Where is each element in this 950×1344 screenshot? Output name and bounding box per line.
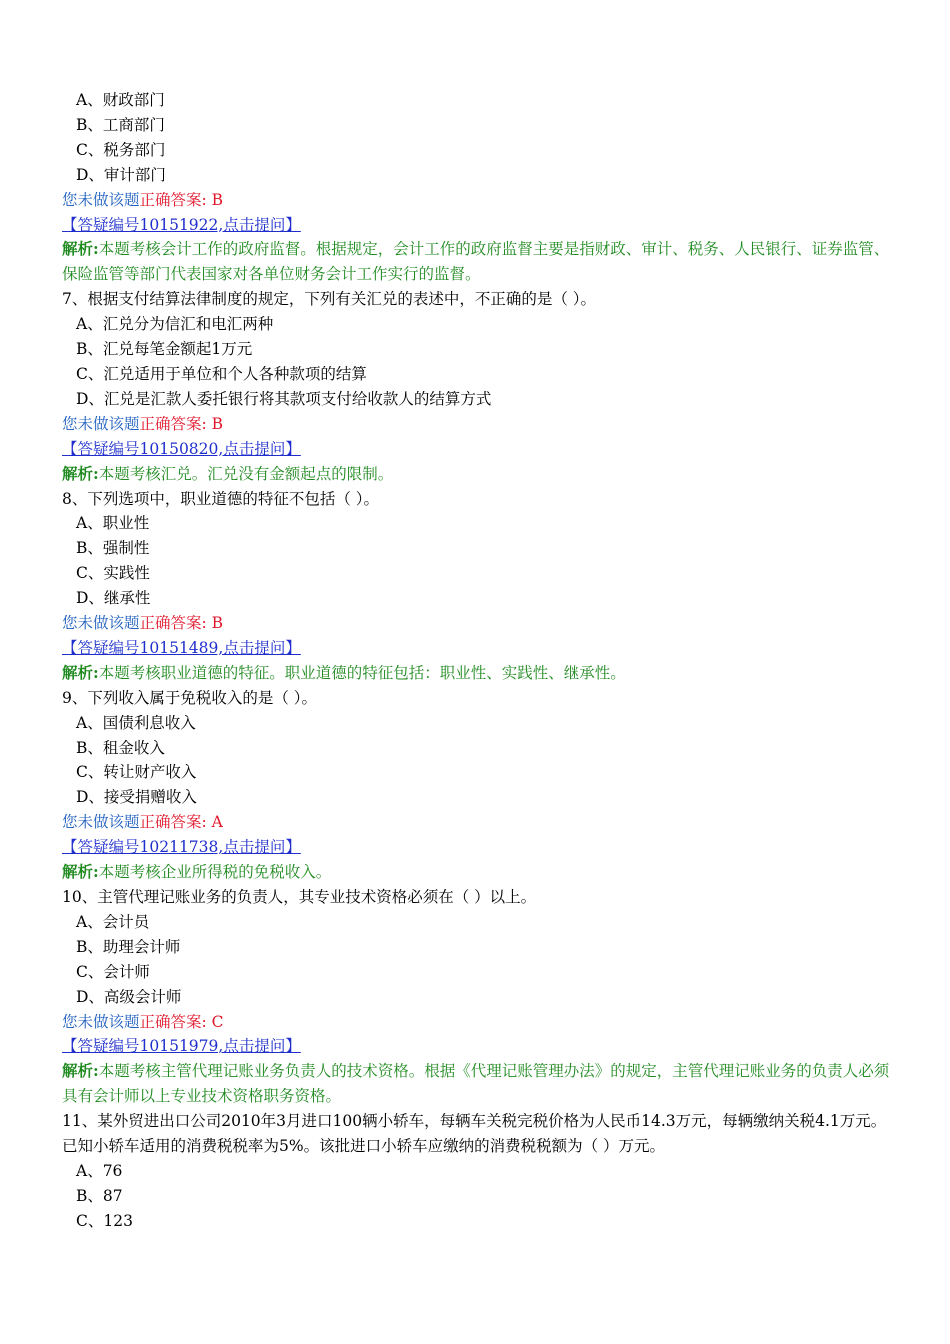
analysis [62, 1059, 892, 1109]
question-9 [62, 686, 892, 885]
option[interactable]: B、强制性 [76, 539, 150, 558]
option[interactable]: C、汇兑适用于单位和个人各种款项的结算 [76, 364, 367, 383]
correct-answer: 正确答案: B [139, 414, 224, 433]
option[interactable]: C、会计师 [76, 962, 150, 981]
analysis-label: 解析: [62, 862, 99, 882]
document [62, 88, 892, 1234]
analysis-text: 本题考核主管代理记账业务负责人的技术资格。根据《代理记账管理办法》的规定，主管代理记账业务的负责人必须具有会计师以上专业技术资格职务资格。 [62, 1062, 890, 1106]
question-stem: 10、主管代理记账业务的负责人，其专业技术资格必须在（ ）以上。 [62, 888, 537, 906]
option[interactable]: C、转让财产收入 [76, 763, 197, 782]
option[interactable]: C、实践性 [76, 564, 150, 583]
ask-question-link[interactable]: 【答疑编号10151922,点击提问】 [62, 215, 301, 234]
correct-answer: 正确答案: B [139, 190, 224, 209]
analysis-text: 本题考核企业所得税的免税收入。 [98, 863, 332, 882]
option[interactable]: D、接受捐赠收入 [76, 788, 197, 807]
question-8 [62, 487, 892, 686]
option[interactable]: D、汇兑是汇款人委托银行将其款项支付给收款人的结算方式 [76, 389, 492, 408]
option[interactable]: B、助理会计师 [76, 937, 181, 956]
correct-answer: 正确答案: C [139, 1012, 224, 1031]
analysis-label: 解析: [62, 662, 99, 682]
analysis [62, 237, 892, 287]
answer-status [62, 611, 892, 636]
question-stem: 8、下列选项中，职业道德的特征不包括（ ）。 [62, 489, 380, 508]
question-stem: 7、根据支付结算法律制度的规定，下列有关汇兑的表述中，不正确的是（ ）。 [62, 290, 597, 309]
ask-question-link[interactable]: 【答疑编号10151489,点击提问】 [62, 638, 301, 657]
not-done-label: 您未做该题 [62, 1012, 140, 1031]
option[interactable]: B、87 [76, 1186, 123, 1205]
question-10 [62, 885, 892, 1109]
analysis-label: 解析: [62, 239, 99, 259]
option[interactable]: A、会计员 [76, 912, 150, 931]
correct-answer: 正确答案: A [139, 813, 223, 832]
not-done-label: 您未做该题 [62, 813, 140, 832]
analysis-label: 解析: [62, 463, 99, 483]
ask-question-link[interactable]: 【答疑编号10211738,点击提问】 [62, 838, 301, 857]
question-6-tail [62, 88, 892, 287]
option[interactable]: A、财政部门 [76, 91, 165, 109]
analysis [62, 860, 892, 885]
option[interactable]: A、76 [76, 1161, 123, 1180]
ask-question-link[interactable]: 【答疑编号10150820,点击提问】 [62, 439, 301, 458]
option[interactable]: B、汇兑每笔金额起1万元 [76, 340, 253, 359]
option[interactable]: D、高级会计师 [76, 987, 182, 1006]
question-stem: 9、下列收入属于免税收入的是（ ）。 [62, 688, 318, 707]
question-11 [62, 1109, 892, 1234]
option[interactable]: D、继承性 [76, 589, 151, 608]
option[interactable]: D、审计部门 [76, 165, 166, 184]
option[interactable]: B、租金收入 [76, 738, 165, 757]
not-done-label: 您未做该题 [62, 190, 140, 209]
question-7 [62, 287, 892, 486]
correct-answer: 正确答案: B [139, 614, 224, 633]
answer-status [62, 188, 892, 213]
not-done-label: 您未做该题 [62, 414, 140, 433]
option[interactable]: B、工商部门 [76, 115, 165, 134]
analysis [62, 462, 892, 487]
answer-status [62, 1010, 892, 1035]
option[interactable]: A、国债利息收入 [76, 713, 196, 732]
analysis-text: 本题考核汇兑。汇兑没有金额起点的限制。 [98, 464, 394, 483]
analysis [62, 661, 892, 686]
answer-status [62, 412, 892, 437]
analysis-label: 解析: [62, 1061, 99, 1081]
option[interactable]: C、税务部门 [76, 140, 166, 159]
question-stem: 11、某外贸进出口公司2010年3月进口100辆小轿车，每辆车关税完税价格为人民币14.3万元，每辆缴纳关税4.1万元。已知小轿车适用的消费税税率为5%。该批进口小轿车应缴纳的消费税税额为（ ）万元。 [62, 1112, 887, 1156]
option[interactable]: A、汇兑分为信汇和电汇两种 [76, 315, 274, 334]
answer-status [62, 810, 892, 835]
ask-question-link[interactable]: 【答疑编号10151979,点击提问】 [62, 1037, 301, 1056]
analysis-text: 本题考核职业道德的特征。职业道德的特征包括：职业性、实践性、继承性。 [98, 663, 626, 682]
analysis-text: 本题考核会计工作的政府监督。根据规定，会计工作的政府监督主要是指财政、审计、税务、人民银行、证券监管、保险监管等部门代表国家对各单位财务会计工作实行的监督。 [62, 240, 890, 284]
option[interactable]: A、职业性 [76, 514, 150, 533]
not-done-label: 您未做该题 [62, 614, 140, 633]
option[interactable]: C、123 [76, 1211, 133, 1230]
